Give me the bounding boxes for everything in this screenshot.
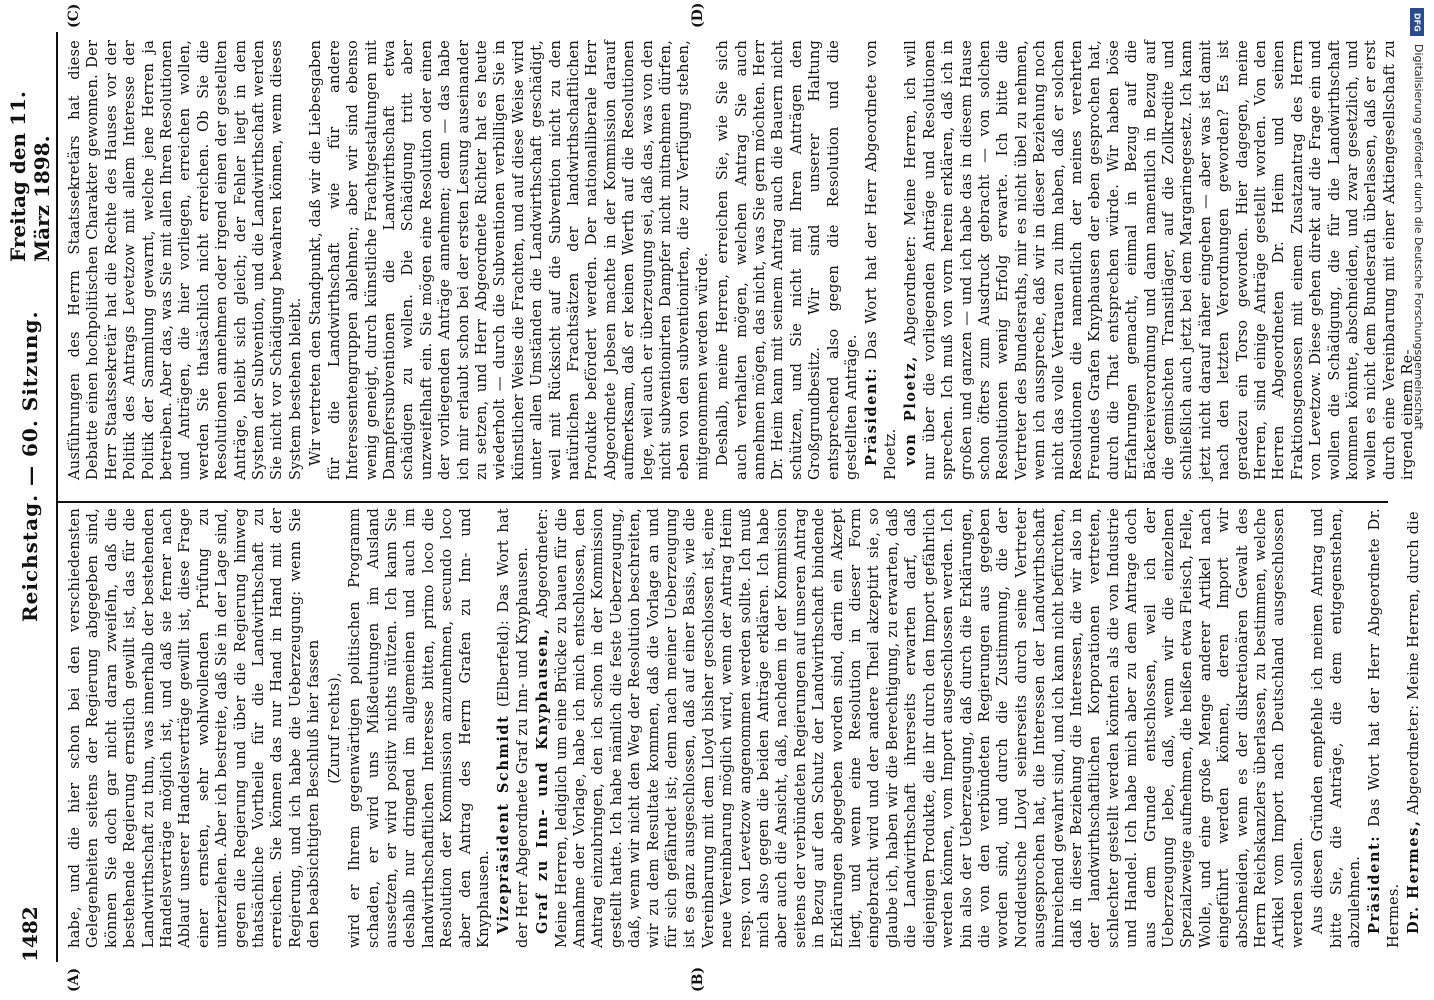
margin-marker-c: (C) bbox=[66, 3, 82, 28]
paragraph bbox=[495, 508, 532, 948]
paragraph: Wir vertreten den Standpunkt, daß wir die Liebesgaben für die Landwirthschaft wie für andere Interessentengruppen ablehnen; aber wir sind ebenso wenig geneigt, durch künstliche Frachtgestaltungen mit Dampfersubventionen die Landwirthschaft etwa schädigen zu wollen. Die Schädigung tritt aber unzweifelhaft ein. Sie mögen eine Resolution oder einen der vorliegenden Anträge annehmen; denn — das habe ich mir erlaubt schon bei der ersten Lesung auseinander zu setzen, und Herr Abgeordnete Richter hat es heute wiederholt — durch die Subventionen verbilligen Sie in künstlicher Weise die Frachten, und auf diese Weise wird unter allen Umständen die Landwirthschaft geschädigt, weil mit Rücksicht auf die Subvention nicht zu den natürlichen Frachtsätzen der landwirthschaftlichen Produkte befördert werden. Der nationalliberale Herr Abgeordnete Jebsen machte in der Kommission darauf aufmerksam, daß er keinen Werth auf die Resolutionen lege, weil auch er überzeugung sei, daß das, was von den nicht subventionirten Dampfer nicht mitnehmen dürfen, eben von den subventionirten, die zur Verfügung stehen, mitgenommen werden würde. bbox=[307, 40, 711, 480]
interjection: (Zuruf rechts), bbox=[325, 672, 343, 784]
column-divider bbox=[58, 501, 1388, 503]
paragraph bbox=[1366, 508, 1403, 948]
speech-text: Abgeordneter: Meine Herren, lediglich um eine Brücke zu bauen für die Annahme der Vorlage, habe ich mich entschlossen, den Antrag einzubringen, den ich schon in der Kommission gestellt hatte. Ich habe nämlich die feste Ueberzeugung, daß, wenn wir nicht den Weg der Resolution beschreiten, wir zu dem Resultate kommen, daß die Vorlage an und für sich gefährdet ist; denn nach meiner Ueberzeugung ist es ganz ausgeschlossen, daß auf einer Basis, wie die Vereinbarung mit dem Lloyd bisher geschlossen ist, eine neue Vereinbarung möglich wird, wenn der Antrag Heim resp. von Levetzow angenommen werden sollte. Ich muß mich also gegen die beiden Anträge erklären. Ich habe aber auch die Ansicht, daß, nachdem in der Kommission seitens der verbündeten Regierungen auf unseren Antrag in Bezug auf den Schutz der Landwirthschaft bindende Erklärungen abgegeben worden sind, darin ein Akzept liegt, und wenn eine Resolution in dieser Form eingebracht wird und der andere Theil akzeptirt sie, so glaube ich, haben wir die Berechtigung, zu erwarten, daß die Landwirthschaft ihrerseits erwarten darf, daß diejenigen Produkte, die ihr durch den Import gefährlich werden können, vom Import ausgeschlossen werden. Ich bin also der Ueberzeugung, daß durch die Erklärungen, die von den verbündeten Regierungen aus gegeben worden sind, und durch die Zustimmung, die der Norddeutsche Lloyd seinerseits durch seine Vertreter ausgesprochen hat, die Interessen der Landwirthschaft hinreichend gewahrt sind, und ich kann nicht befürchten, daß in dieser Beziehung die Interessen, die wir also in der landwirthschaftlichen Korporationen vertreten, schlechter gestellt werden könnten als die von Industrie und Handel. Ich habe mich aber zu dem Antrage doch aus dem Grunde entschlossen, weil ich der Ueberzeugung lebe, daß, wenn wir die einzelnen Spezialzweige aufnehmen, die heißen etwa Fleisch, Felle, Wolle, und eine große Menge anderer Artikel nach eingeführt werden können, deren Import wir abschneiden, wenn es der diskretionären Gewalt des Herrn Reichskanzlers überlassen, zu bestimmen, welche Artikel vom Import nach Deutschland ausgeschlossen werden sollen. bbox=[534, 508, 1306, 948]
paragraph bbox=[534, 508, 1307, 948]
speech-text: Abgeordneter: Meine Herren, durch die bbox=[1405, 511, 1423, 815]
header-rule bbox=[56, 32, 58, 962]
left-column bbox=[66, 508, 1423, 948]
paragraph: Deshalb, meine Herren, erreichen Sie, wie Sie sich auch verhalten mögen, welchen Antrag Sie auch annehmen mögen, das nicht, was Sie gern möchten. Herr Dr. Heim kann mit seinem Antrag auch die Bauern nicht schützen, und Sie nicht mit Ihren Anträgen den Großgrundbesitz. Wir sind unserer Haltung entsprechend also gegen die Resolution und die gestellten Anträge. bbox=[714, 40, 861, 480]
right-column bbox=[66, 40, 1417, 480]
paragraph: wird er Ihrem gegenwärtigen politischen Programm schaden, er wird uns Mißdeutungen im Ausland aussetzen, er wird positiv nichts nützen. Ich kann Sie deshalb nur dringend im allgemeinen und auch im landwirthschaftlichen Interesse bitten, primo loco die Resolution der Kommission anzunehmen, secundo loco aber den Antrag des Herrn Grafen zu Inn- und Knyphausen. bbox=[346, 508, 492, 948]
session-date: Freitag den 11. März 1898. bbox=[6, 91, 54, 262]
digitization-note: Digitalisierung gefördert durch die Deutsche Forschungsgemeinschaft bbox=[1412, 44, 1425, 430]
paragraph bbox=[902, 40, 1417, 480]
session-title: Reichstag. — 60. Sitzung. bbox=[18, 310, 42, 622]
margin-marker-a: (A) bbox=[66, 967, 82, 992]
digitization-sidebar bbox=[1404, 0, 1432, 1000]
speech-text: (Elberfeld): Das Wort hat der Herr Abgeordnete Graf zu Inn- und Knyphausen. bbox=[495, 508, 531, 948]
paragraph: Aus diesen Gründen empfehle ich meinen Antrag und bitte Sie, die Anträge, die dem entgegenstehen, abzulehnen. bbox=[1309, 508, 1364, 948]
paragraph bbox=[863, 40, 900, 480]
page-number: 1482 bbox=[18, 906, 42, 962]
speaker-name: Präsident: bbox=[863, 366, 881, 466]
speaker-name: Vizepräsident Schmidt bbox=[495, 714, 513, 934]
margin-marker-b: (B) bbox=[690, 966, 706, 992]
margin-marker-d: (D) bbox=[690, 2, 706, 28]
speaker-name: Präsident: bbox=[1366, 834, 1384, 934]
speaker-name: Dr. Hermes, bbox=[1405, 819, 1423, 934]
speech-text: Das Wort hat der Herr Abgeordnete von Ploetz. bbox=[863, 40, 899, 480]
speaker-name: Graf zu Inn- und Knyphausen, bbox=[534, 627, 552, 934]
speech-text: Abgeordneter: Meine Herren, ich will nur über die vorliegenden Anträge und Resolutionen sprechen. Ich muß von vorn herein erklären, daß ich in großen und ganzen — und ich habe das in diesem Hause schon öfters zum Ausdruck gebracht — von solchen Resolutionen wenig Erfolg erwarte. Ich bitte die Vertreter des Bundesraths, mir es nicht übel zu nehmen, wenn ich ausspreche, daß wir in dieser Beziehung noch nicht das volle Vertrauen zu ihm haben, daß er solchen Resolutionen die namentlich der meines verehrten Freundes Grafen Knyphausen der eben gesprochen hat, durch die That entsprechen würde. Wir haben böse Erfahrungen gemacht, einmal in Bezug auf die Bäckereiverordnung und dann namentlich in Bezug auf die gemischten Transitläger, auf die Zollkredite und schließlich auch jetzt bei dem Margarinegesetz. Ich kann jetzt nicht darauf näher eingehen — aber was ist damit nach den letzten Verordnungen geworden? Es ist geradezu ein Torso geworden. Hier dagegen, meine Herren, sind einige Anträge gestellt worden. Von den Herren Abgeordneten Dr. Heim und seinen Fraktionsgenossen mit einem Zusatzantrag des Herrn von Levetzow. Diese gehen direkt auf die Frage ein und wollen die Schädigung, die für die Landwirthschaft kommen könnte, abschneiden, und zwar gesetzlich, und wollen es nicht dem Bundesrath überlassen, daß er erst durch eine Vereinbarung mit einer Aktiengesellschaft zu irgend einem Re- bbox=[902, 40, 1417, 480]
speech-text: Das Wort hat der Herr Abgeordnete Dr. Hermes. bbox=[1366, 508, 1402, 948]
paragraph: habe, und die hier schon bei den verschiedensten Gelegenheiten seitens der Regierung abgegeben sind, können Sie doch gar nicht daran zweifeln, daß die bestehende Regierung ernstlich gewillt ist, das für die Landwirthschaft zu thun, was innerhalb der bestehenden Handelsverträge möglich ist, und daß sie ferner nach Ablauf unserer Handelsverträge gewillt ist, diese Frage einer ernsten, sehr wohlwollenden Prüfung zu unterziehen. Aber ich bestreite, daß Sie in der Lage sind, gegen die Regierung und über die Regierung hinweg thatsächliche Vortheile für die Landwirthschaft zu erreichen. Sie können das nur Hand in Hand mit der Regierung, und ich habe die Ueberzeugung: wenn Sie den beabsichtigten Beschluß hier fassen bbox=[66, 508, 323, 948]
page-header bbox=[6, 32, 54, 962]
dfg-logo: DFG bbox=[1410, 8, 1424, 36]
paragraph: Ausführungen des Herrn Staatssekretärs hat diese Debatte einen hochpolitischen Charakter gewonnen. Der Herr Staatssekretär hat die Rechte des Hauses vor der Politik des Antrags Levetzow mit allem Interesse der Politik der Sammlung gewarnt, welche jene Herren ja betreiben. Aber das, was Sie mit allen Ihren Resolutionen und Anträgen, die hier vorliegen, erreichen wollen, werden Sie thatsächlich nicht erreichen. Ob Sie die Resolutionen annehmen oder irgend einen der gestellten Anträge, bleibt sich gleich; der Fehler liegt in dem System der Subvention, und die Landwirthschaft werden Sie nicht vor Schädigung bewahren können, wenn dieses System bestehen bleibt. bbox=[66, 40, 304, 480]
speaker-name: von Ploetz, bbox=[902, 355, 920, 466]
